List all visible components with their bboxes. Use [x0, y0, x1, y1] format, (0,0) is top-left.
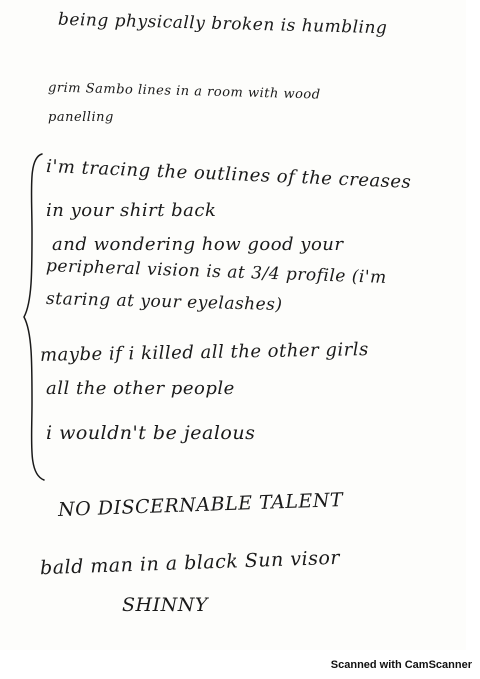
note-line-10: all the other people — [46, 378, 235, 399]
note-line-11: i wouldn't be jealous — [46, 422, 256, 444]
note-line-2: grim Sambo lines in a room with wood — [47, 80, 321, 103]
note-line-1: being physically broken is humbling — [57, 9, 388, 39]
note-line-3: panelling — [48, 110, 114, 125]
note-line-8: staring at your eyelashes) — [45, 288, 283, 316]
note-line-5: in your shirt back — [46, 200, 217, 221]
note-line-12: NO DISCERNABLE TALENT — [57, 489, 344, 521]
note-line-6: and wondering how good your — [52, 234, 344, 255]
note-line-14: SHINNY — [122, 594, 208, 616]
note-line-9: maybe if i killed all the other girls — [39, 339, 369, 366]
note-line-4: i'm tracing the outlines of the creases — [45, 156, 412, 193]
note-line-7: peripheral vision is at 3/4 profile (i'm — [45, 256, 387, 288]
note-line-13: bald man in a black Sun visor — [39, 546, 341, 580]
scanner-watermark: Scanned with CamScanner — [330, 659, 472, 671]
left-bracket-mark — [22, 152, 46, 482]
